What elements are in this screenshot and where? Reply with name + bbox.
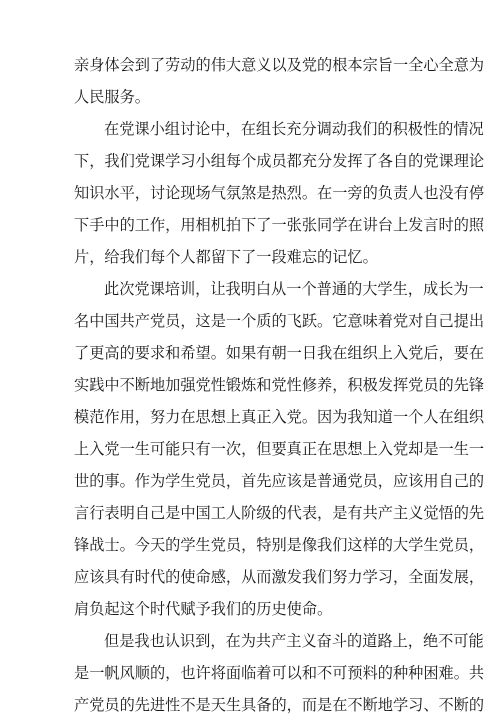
text-line: 模范作用，努力在思想上真正入党。因为我知道一个人在组织 <box>74 408 485 426</box>
text-line: 知识水平，讨论现场气氛煞是热烈。在一旁的负责人也没有停 <box>74 184 485 202</box>
text-line: 此次党课培训，让我明白从一个普通的大学生，成长为一 <box>104 280 484 298</box>
text-line: 但是我也认识到，在为共产主义奋斗的道路上，绝不可能 <box>104 632 484 650</box>
text-line: 下手中的工作，用相机拍下了一张张同学在讲台上发言时的照 <box>74 216 485 234</box>
text-line: 产党员的先进性不是天生具备的，而是在不断地学习、不断的 <box>74 696 485 714</box>
text-line: 肩负起这个时代赋予我们的历史使命。 <box>74 600 333 618</box>
text-line: 亲身体会到了劳动的伟大意义以及党的根本宗旨一全心全意为 <box>74 56 485 74</box>
text-line: 言行表明自己是中国工人阶级的代表，是有共产主义觉悟的先 <box>74 504 485 522</box>
text-line: 上入党一生可能只有一次，但要真正在思想上入党却是一生一 <box>74 440 485 458</box>
text-line: 下，我们党课学习小组每个成员都充分发挥了各自的党课理论 <box>74 152 485 170</box>
text-line: 锋战士。今天的学生党员，特别是像我们这样的大学生党员， <box>74 536 485 554</box>
text-line: 世的事。作为学生党员，首先应该是普通党员，应该用自己的 <box>74 472 485 490</box>
text-line: 实践中不断地加强党性锻炼和党性修养，积极发挥党员的先锋 <box>74 376 485 394</box>
text-line: 在党课小组讨论中，在组长充分调动我们的积极性的情况 <box>104 120 484 138</box>
text-line: 了更高的要求和希望。如果有朝一日我在组织上入党后，要在 <box>74 344 485 362</box>
text-line: 应该具有时代的使命感，从而激发我们努力学习，全面发展， <box>74 568 485 586</box>
text-line: 片，给我们每个人都留下了一段难忘的记忆。 <box>74 248 378 266</box>
text-line: 人民服务。 <box>74 88 150 106</box>
text-line: 名中国共产党员，这是一个质的飞跃。它意味着党对自己提出 <box>74 312 485 330</box>
text-line: 是一帆风顺的，也许将面临着可以和不可预料的种种困难。共 <box>74 664 485 682</box>
